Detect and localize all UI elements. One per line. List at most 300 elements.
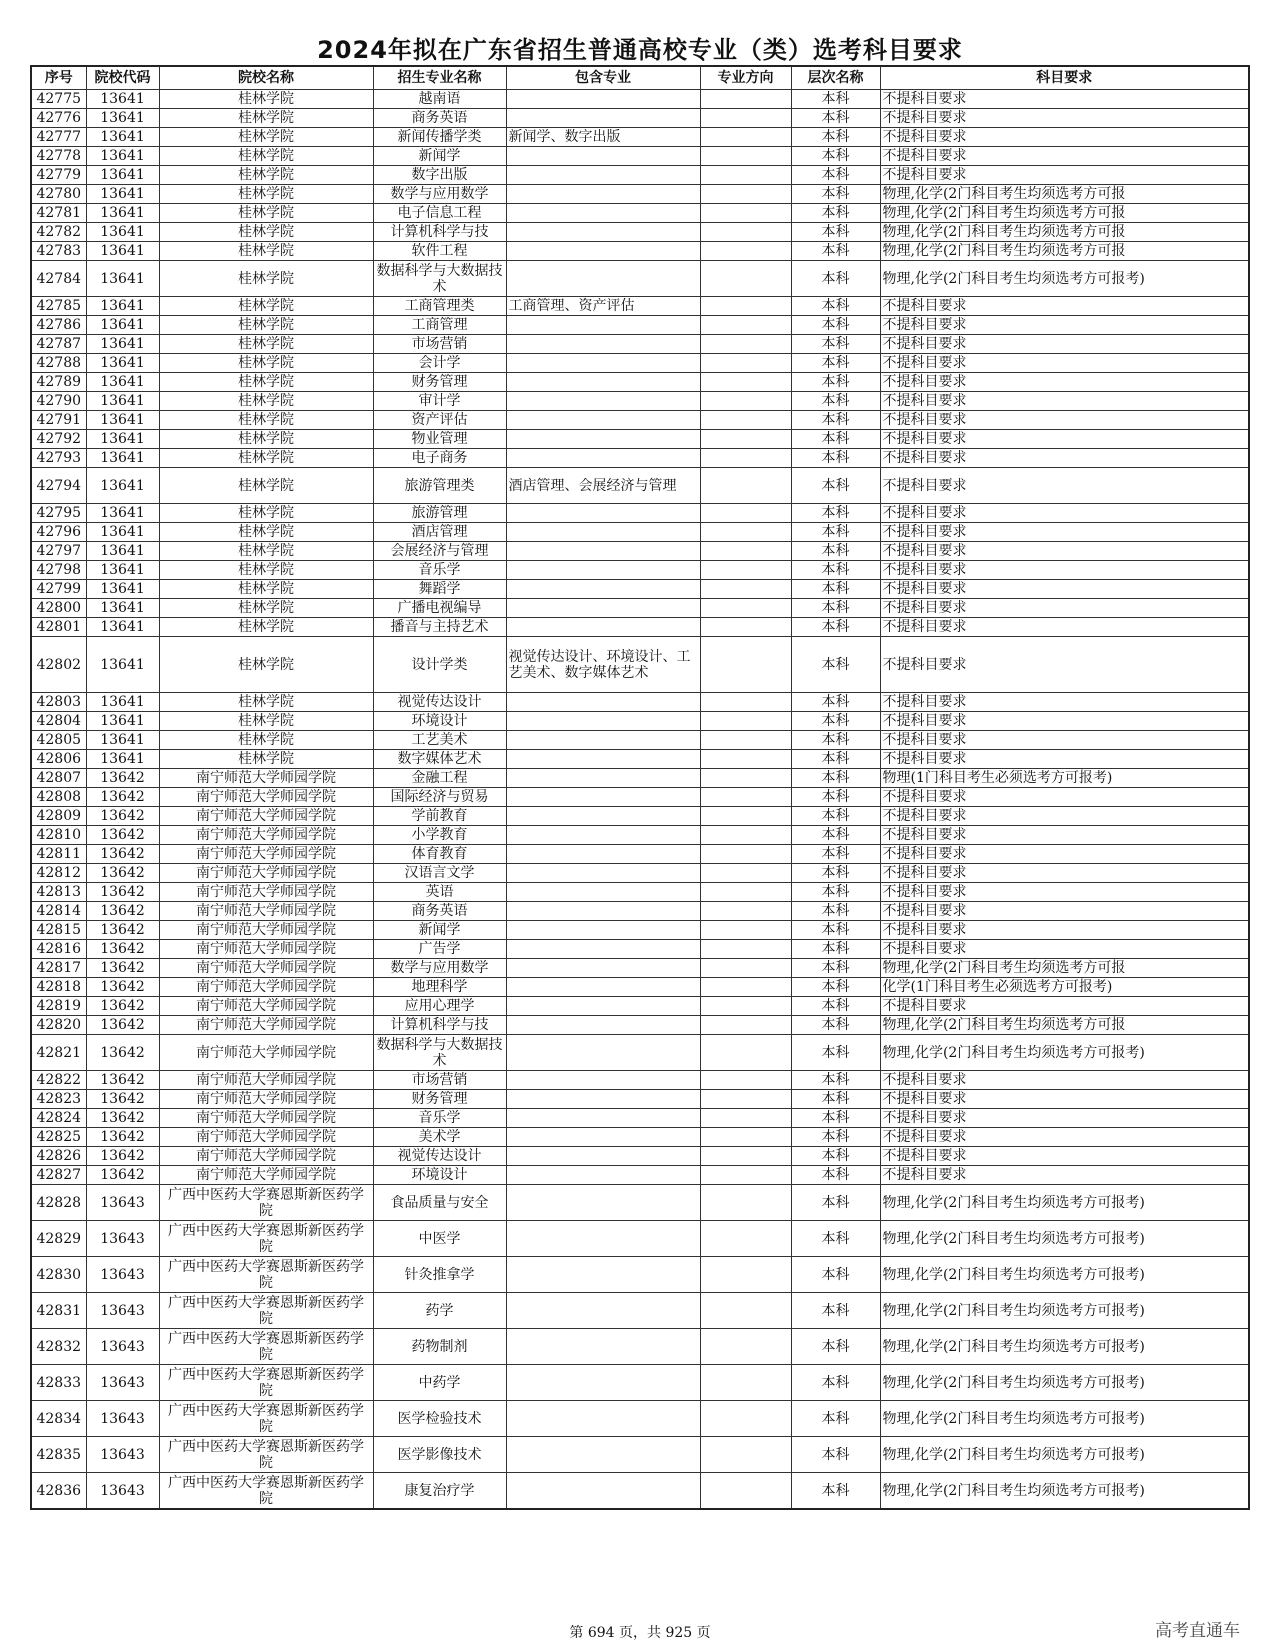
- table-row: [31, 807, 1249, 826]
- row-school: 广西中医药大学赛恩斯新医药学院: [159, 1365, 373, 1401]
- row-school: 广西中医药大学赛恩斯新医药学院: [159, 1257, 373, 1293]
- row-direction: [700, 580, 791, 599]
- row-includes: [506, 712, 700, 731]
- row-includes: [506, 561, 700, 580]
- row-requirement: 不提科目要求: [880, 580, 1249, 599]
- row-id: 42782: [31, 223, 86, 242]
- row-major: 中药学: [373, 1365, 506, 1401]
- row-requirement: 不提科目要求: [880, 618, 1249, 637]
- row-major: 播音与主持艺术: [373, 618, 506, 637]
- row-direction: [700, 1185, 791, 1221]
- row-id: 42783: [31, 242, 86, 261]
- row-school: 广西中医药大学赛恩斯新医药学院: [159, 1329, 373, 1365]
- row-direction: [700, 959, 791, 978]
- row-id: 42804: [31, 712, 86, 731]
- row-includes: [506, 788, 700, 807]
- table-row: [31, 411, 1249, 430]
- row-code: 13641: [86, 430, 159, 449]
- row-requirement: 物理,化学(2门科目考生均须选考方可报考): [880, 1401, 1249, 1437]
- row-level: 本科: [791, 128, 880, 147]
- row-code: 13641: [86, 637, 159, 693]
- row-school: 桂林学院: [159, 204, 373, 223]
- row-level: 本科: [791, 693, 880, 712]
- table-row: [31, 693, 1249, 712]
- row-requirement: 物理,化学(2门科目考生均须选考方可报考): [880, 1257, 1249, 1293]
- row-id: 42823: [31, 1090, 86, 1109]
- row-school: 广西中医药大学赛恩斯新医药学院: [159, 1473, 373, 1510]
- row-school: 桂林学院: [159, 335, 373, 354]
- row-school: 桂林学院: [159, 693, 373, 712]
- row-school: 桂林学院: [159, 468, 373, 504]
- row-direction: [700, 1035, 791, 1071]
- row-id: 42780: [31, 185, 86, 204]
- table-row: [31, 430, 1249, 449]
- row-code: 13643: [86, 1365, 159, 1401]
- row-id: 42800: [31, 599, 86, 618]
- row-includes: [506, 261, 700, 297]
- row-level: 本科: [791, 845, 880, 864]
- row-requirement: 物理,化学(2门科目考生均须选考方可报考): [880, 1035, 1249, 1071]
- row-major: 酒店管理: [373, 523, 506, 542]
- row-code: 13642: [86, 1147, 159, 1166]
- table-row: [31, 109, 1249, 128]
- row-level: 本科: [791, 769, 880, 788]
- row-id: 42822: [31, 1071, 86, 1090]
- row-id: 42805: [31, 731, 86, 750]
- row-major: 数据科学与大数据技术: [373, 261, 506, 297]
- row-requirement: 物理,化学(2门科目考生均须选考方可报考): [880, 1365, 1249, 1401]
- row-level: 本科: [791, 392, 880, 411]
- row-id: 42816: [31, 940, 86, 959]
- row-id: 42787: [31, 335, 86, 354]
- row-major: 地理科学: [373, 978, 506, 997]
- row-includes: [506, 354, 700, 373]
- header-includes: 包含专业: [506, 66, 700, 90]
- row-level: 本科: [791, 1128, 880, 1147]
- row-id: 42811: [31, 845, 86, 864]
- row-level: 本科: [791, 1437, 880, 1473]
- row-direction: [700, 1147, 791, 1166]
- table-row: [31, 1293, 1249, 1329]
- row-major: 审计学: [373, 392, 506, 411]
- row-requirement: 物理,化学(2门科目考生均须选考方可报考): [880, 1185, 1249, 1221]
- row-level: 本科: [791, 449, 880, 468]
- row-major: 资产评估: [373, 411, 506, 430]
- row-requirement: 不提科目要求: [880, 166, 1249, 185]
- row-id: 42834: [31, 1401, 86, 1437]
- row-id: 42790: [31, 392, 86, 411]
- row-id: 42833: [31, 1365, 86, 1401]
- row-major: 新闻学: [373, 921, 506, 940]
- row-requirement: 不提科目要求: [880, 147, 1249, 166]
- row-requirement: 不提科目要求: [880, 523, 1249, 542]
- row-major: 医学影像技术: [373, 1437, 506, 1473]
- row-level: 本科: [791, 335, 880, 354]
- row-includes: [506, 940, 700, 959]
- row-includes: [506, 902, 700, 921]
- row-includes: [506, 242, 700, 261]
- row-school: 桂林学院: [159, 261, 373, 297]
- row-requirement: 物理,化学(2门科目考生均须选考方可报考): [880, 1221, 1249, 1257]
- row-major: 药学: [373, 1293, 506, 1329]
- row-major: 数字出版: [373, 166, 506, 185]
- row-school: 南宁师范大学师园学院: [159, 1109, 373, 1128]
- row-level: 本科: [791, 750, 880, 769]
- row-level: 本科: [791, 166, 880, 185]
- row-school: 南宁师范大学师园学院: [159, 1071, 373, 1090]
- table-row: [31, 1401, 1249, 1437]
- header-code: 院校代码: [86, 66, 159, 90]
- row-school: 南宁师范大学师园学院: [159, 1147, 373, 1166]
- table-row: [31, 1473, 1249, 1510]
- row-direction: [700, 997, 791, 1016]
- row-code: 13642: [86, 959, 159, 978]
- row-includes: [506, 523, 700, 542]
- row-requirement: 不提科目要求: [880, 864, 1249, 883]
- header-direction: 专业方向: [700, 66, 791, 90]
- row-direction: [700, 1401, 791, 1437]
- row-code: 13641: [86, 599, 159, 618]
- table-row: [31, 599, 1249, 618]
- row-school: 南宁师范大学师园学院: [159, 1128, 373, 1147]
- row-major: 会展经济与管理: [373, 542, 506, 561]
- row-includes: [506, 1035, 700, 1071]
- row-id: 42793: [31, 449, 86, 468]
- row-direction: [700, 373, 791, 392]
- row-code: 13641: [86, 316, 159, 335]
- row-direction: [700, 712, 791, 731]
- row-includes: [506, 807, 700, 826]
- row-id: 42825: [31, 1128, 86, 1147]
- row-level: 本科: [791, 316, 880, 335]
- row-major: 工商管理类: [373, 297, 506, 316]
- table-row: [31, 542, 1249, 561]
- row-requirement: 物理(1门科目考生必须选考方可报考): [880, 769, 1249, 788]
- row-requirement: 物理,化学(2门科目考生均须选考方可报: [880, 242, 1249, 261]
- row-level: 本科: [791, 523, 880, 542]
- row-level: 本科: [791, 185, 880, 204]
- table-row: [31, 826, 1249, 845]
- row-id: 42778: [31, 147, 86, 166]
- row-major: 物业管理: [373, 430, 506, 449]
- row-includes: [506, 959, 700, 978]
- row-requirement: 不提科目要求: [880, 1128, 1249, 1147]
- row-code: 13642: [86, 997, 159, 1016]
- row-id: 42810: [31, 826, 86, 845]
- row-requirement: 物理,化学(2门科目考生均须选考方可报: [880, 204, 1249, 223]
- row-level: 本科: [791, 204, 880, 223]
- row-direction: [700, 750, 791, 769]
- row-code: 13641: [86, 468, 159, 504]
- row-code: 13643: [86, 1185, 159, 1221]
- row-level: 本科: [791, 826, 880, 845]
- row-requirement: 不提科目要求: [880, 1109, 1249, 1128]
- row-requirement: 不提科目要求: [880, 109, 1249, 128]
- row-includes: [506, 373, 700, 392]
- row-level: 本科: [791, 147, 880, 166]
- table-header-row: [31, 66, 1249, 90]
- table-row: [31, 1016, 1249, 1035]
- row-major: 商务英语: [373, 902, 506, 921]
- row-includes: [506, 90, 700, 109]
- row-code: 13643: [86, 1473, 159, 1510]
- row-includes: [506, 1071, 700, 1090]
- row-id: 42832: [31, 1329, 86, 1365]
- row-school: 南宁师范大学师园学院: [159, 864, 373, 883]
- row-major: 市场营销: [373, 335, 506, 354]
- row-code: 13641: [86, 204, 159, 223]
- row-includes: 工商管理、资产评估: [506, 297, 700, 316]
- row-code: 13641: [86, 580, 159, 599]
- row-direction: [700, 693, 791, 712]
- row-id: 42806: [31, 750, 86, 769]
- row-major: 视觉传达设计: [373, 1147, 506, 1166]
- row-level: 本科: [791, 430, 880, 449]
- row-code: 13641: [86, 693, 159, 712]
- row-major: 应用心理学: [373, 997, 506, 1016]
- row-school: 桂林学院: [159, 599, 373, 618]
- row-requirement: 不提科目要求: [880, 1147, 1249, 1166]
- table-row: [31, 392, 1249, 411]
- row-school: 桂林学院: [159, 637, 373, 693]
- row-code: 13641: [86, 731, 159, 750]
- row-major: 汉语言文学: [373, 864, 506, 883]
- row-code: 13642: [86, 883, 159, 902]
- row-includes: [506, 750, 700, 769]
- row-major: 商务英语: [373, 109, 506, 128]
- row-id: 42818: [31, 978, 86, 997]
- row-includes: [506, 449, 700, 468]
- row-direction: [700, 731, 791, 750]
- row-level: 本科: [791, 864, 880, 883]
- row-requirement: 不提科目要求: [880, 807, 1249, 826]
- row-major: 康复治疗学: [373, 1473, 506, 1510]
- row-code: 13643: [86, 1329, 159, 1365]
- page-title: 2024年拟在广东省招生普通高校专业（类）选考科目要求: [317, 36, 963, 64]
- row-direction: [700, 223, 791, 242]
- row-code: 13641: [86, 504, 159, 523]
- row-id: 42814: [31, 902, 86, 921]
- row-level: 本科: [791, 1109, 880, 1128]
- row-includes: [506, 316, 700, 335]
- row-major: 金融工程: [373, 769, 506, 788]
- row-includes: [506, 185, 700, 204]
- row-level: 本科: [791, 1473, 880, 1510]
- row-major: 旅游管理类: [373, 468, 506, 504]
- row-level: 本科: [791, 902, 880, 921]
- row-major: 环境设计: [373, 1166, 506, 1185]
- row-level: 本科: [791, 1185, 880, 1221]
- row-major: 音乐学: [373, 1109, 506, 1128]
- table-row: [31, 128, 1249, 147]
- row-level: 本科: [791, 978, 880, 997]
- row-school: 南宁师范大学师园学院: [159, 902, 373, 921]
- row-code: 13641: [86, 223, 159, 242]
- table-row: [31, 261, 1249, 297]
- row-includes: [506, 411, 700, 430]
- row-direction: [700, 411, 791, 430]
- row-major: 新闻传播学类: [373, 128, 506, 147]
- row-id: 42791: [31, 411, 86, 430]
- row-direction: [700, 523, 791, 542]
- row-school: 桂林学院: [159, 712, 373, 731]
- row-direction: [700, 826, 791, 845]
- row-id: 42817: [31, 959, 86, 978]
- row-school: 广西中医药大学赛恩斯新医药学院: [159, 1185, 373, 1221]
- row-school: 南宁师范大学师园学院: [159, 807, 373, 826]
- table-row: [31, 223, 1249, 242]
- row-direction: [700, 845, 791, 864]
- row-requirement: 物理,化学(2门科目考生均须选考方可报考): [880, 261, 1249, 297]
- row-includes: [506, 204, 700, 223]
- row-requirement: 不提科目要求: [880, 1071, 1249, 1090]
- row-code: 13642: [86, 902, 159, 921]
- row-direction: [700, 297, 791, 316]
- row-direction: [700, 1365, 791, 1401]
- row-level: 本科: [791, 1016, 880, 1035]
- row-direction: [700, 1128, 791, 1147]
- row-direction: [700, 1016, 791, 1035]
- row-direction: [700, 1166, 791, 1185]
- row-includes: [506, 693, 700, 712]
- requirements-table: [30, 65, 1250, 1510]
- table-row: [31, 185, 1249, 204]
- row-school: 南宁师范大学师园学院: [159, 845, 373, 864]
- row-id: 42795: [31, 504, 86, 523]
- row-requirement: 不提科目要求: [880, 430, 1249, 449]
- table-row: [31, 1257, 1249, 1293]
- row-code: 13643: [86, 1257, 159, 1293]
- row-code: 13641: [86, 750, 159, 769]
- row-includes: [506, 1185, 700, 1221]
- table-row: [31, 1329, 1249, 1365]
- row-includes: [506, 580, 700, 599]
- row-code: 13642: [86, 864, 159, 883]
- row-direction: [700, 940, 791, 959]
- row-code: 13642: [86, 826, 159, 845]
- table-row: [31, 504, 1249, 523]
- row-school: 桂林学院: [159, 561, 373, 580]
- table-row: [31, 1071, 1249, 1090]
- row-code: 13641: [86, 392, 159, 411]
- row-includes: [506, 1401, 700, 1437]
- header-level: 层次名称: [791, 66, 880, 90]
- table-row: [31, 712, 1249, 731]
- row-school: 桂林学院: [159, 316, 373, 335]
- row-id: 42779: [31, 166, 86, 185]
- row-level: 本科: [791, 468, 880, 504]
- row-major: 国际经济与贸易: [373, 788, 506, 807]
- table-row: [31, 1109, 1249, 1128]
- row-major: 软件工程: [373, 242, 506, 261]
- row-school: 桂林学院: [159, 354, 373, 373]
- table-row: [31, 580, 1249, 599]
- row-school: 南宁师范大学师园学院: [159, 1090, 373, 1109]
- row-id: 42836: [31, 1473, 86, 1510]
- row-requirement: 不提科目要求: [880, 921, 1249, 940]
- row-direction: [700, 430, 791, 449]
- row-level: 本科: [791, 618, 880, 637]
- row-school: 桂林学院: [159, 542, 373, 561]
- row-includes: [506, 1090, 700, 1109]
- row-direction: [700, 449, 791, 468]
- row-requirement: 物理,化学(2门科目考生均须选考方可报: [880, 1016, 1249, 1035]
- row-code: 13643: [86, 1293, 159, 1329]
- row-includes: [506, 731, 700, 750]
- row-includes: [506, 109, 700, 128]
- header-major: 招生专业名称: [373, 66, 506, 90]
- row-level: 本科: [791, 1090, 880, 1109]
- table-row: [31, 90, 1249, 109]
- row-requirement: 物理,化学(2门科目考生均须选考方可报考): [880, 1293, 1249, 1329]
- table-row: [31, 1147, 1249, 1166]
- row-requirement: 物理,化学(2门科目考生均须选考方可报: [880, 959, 1249, 978]
- row-school: 桂林学院: [159, 128, 373, 147]
- table-row: [31, 978, 1249, 997]
- row-includes: [506, 1257, 700, 1293]
- row-direction: [700, 1257, 791, 1293]
- row-level: 本科: [791, 1221, 880, 1257]
- row-major: 工艺美术: [373, 731, 506, 750]
- row-school: 桂林学院: [159, 449, 373, 468]
- row-level: 本科: [791, 712, 880, 731]
- row-requirement: 不提科目要求: [880, 392, 1249, 411]
- row-direction: [700, 468, 791, 504]
- row-level: 本科: [791, 1071, 880, 1090]
- row-requirement: 不提科目要求: [880, 1090, 1249, 1109]
- row-direction: [700, 335, 791, 354]
- row-level: 本科: [791, 580, 880, 599]
- row-major: 工商管理: [373, 316, 506, 335]
- table-row: [31, 204, 1249, 223]
- table-row: [31, 523, 1249, 542]
- row-school: 桂林学院: [159, 109, 373, 128]
- row-school: 桂林学院: [159, 166, 373, 185]
- row-direction: [700, 242, 791, 261]
- row-direction: [700, 1071, 791, 1090]
- row-major: 数学与应用数学: [373, 959, 506, 978]
- row-major: 广告学: [373, 940, 506, 959]
- row-includes: [506, 147, 700, 166]
- row-level: 本科: [791, 297, 880, 316]
- table-row: [31, 769, 1249, 788]
- row-id: 42794: [31, 468, 86, 504]
- row-code: 13642: [86, 845, 159, 864]
- row-code: 13641: [86, 618, 159, 637]
- row-includes: [506, 1473, 700, 1510]
- row-code: 13643: [86, 1401, 159, 1437]
- row-direction: [700, 978, 791, 997]
- row-level: 本科: [791, 261, 880, 297]
- row-code: 13641: [86, 147, 159, 166]
- row-code: 13641: [86, 449, 159, 468]
- row-requirement: 不提科目要求: [880, 693, 1249, 712]
- row-code: 13641: [86, 128, 159, 147]
- row-includes: [506, 864, 700, 883]
- row-code: 13641: [86, 185, 159, 204]
- row-school: 南宁师范大学师园学院: [159, 959, 373, 978]
- row-code: 13642: [86, 1035, 159, 1071]
- row-requirement: 不提科目要求: [880, 504, 1249, 523]
- row-major: 新闻学: [373, 147, 506, 166]
- header-requirement: 科目要求: [880, 66, 1249, 90]
- table-row: [31, 997, 1249, 1016]
- row-school: 桂林学院: [159, 618, 373, 637]
- row-requirement: 不提科目要求: [880, 940, 1249, 959]
- row-includes: [506, 335, 700, 354]
- row-level: 本科: [791, 1257, 880, 1293]
- row-requirement: 不提科目要求: [880, 845, 1249, 864]
